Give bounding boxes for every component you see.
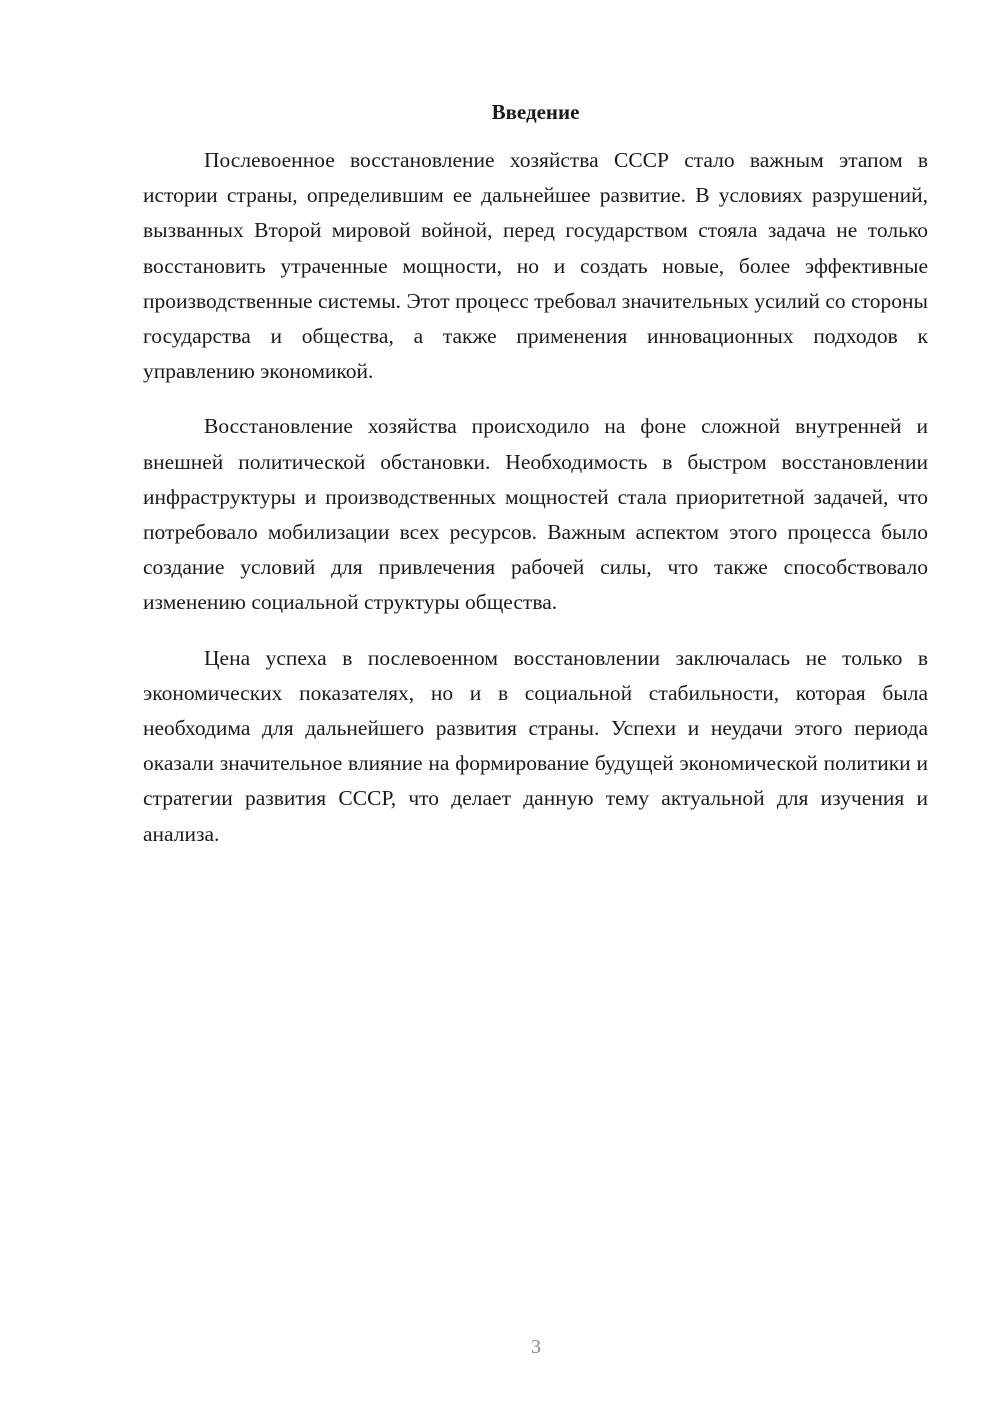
paragraph-3: Цена успеха в послевоенном восстановлении заключалась не только в экономических показателях, но и в социальной стабильности, которая была необходима для дальнейшего развития страны. Успехи и неудачи этого периода оказали значительное влияние на формирование будущей экономической политики и стратегии развития СССР, что делает данную тему актуальной для изучения и анализа. — [143, 645, 928, 846]
section-title: Введение — [491, 100, 580, 124]
paragraph-2: Восстановление хозяйства происходило на фоне сложной внутренней и внешней политической обстановки. Необходимость в быстром восстановлении инфраструктуры и производственных мощностей стала приоритетной задачей, что потребовало мобилизации всех ресурсов. Важным аспектом этого процесса было создание условий для привлечения рабочей силы, что также способствовало изменению социальной структуры общества. — [143, 414, 928, 615]
page-content — [143, 95, 928, 852]
paragraph-1: Послевоенное восстановление хозяйства СССР стало важным этапом в истории страны, определившим ее дальнейшее развитие. В условиях разрушений, вызванных Второй мировой войной, перед государством стояла задача не только восстановить утраченные мощности, но и создать новые, более эффективные производственные системы. Этот процесс требовал значительных усилий со стороны государства и общества, а также применения инновационных подходов к управлению экономикой. — [143, 148, 928, 384]
page-number: 3 — [531, 1336, 541, 1358]
